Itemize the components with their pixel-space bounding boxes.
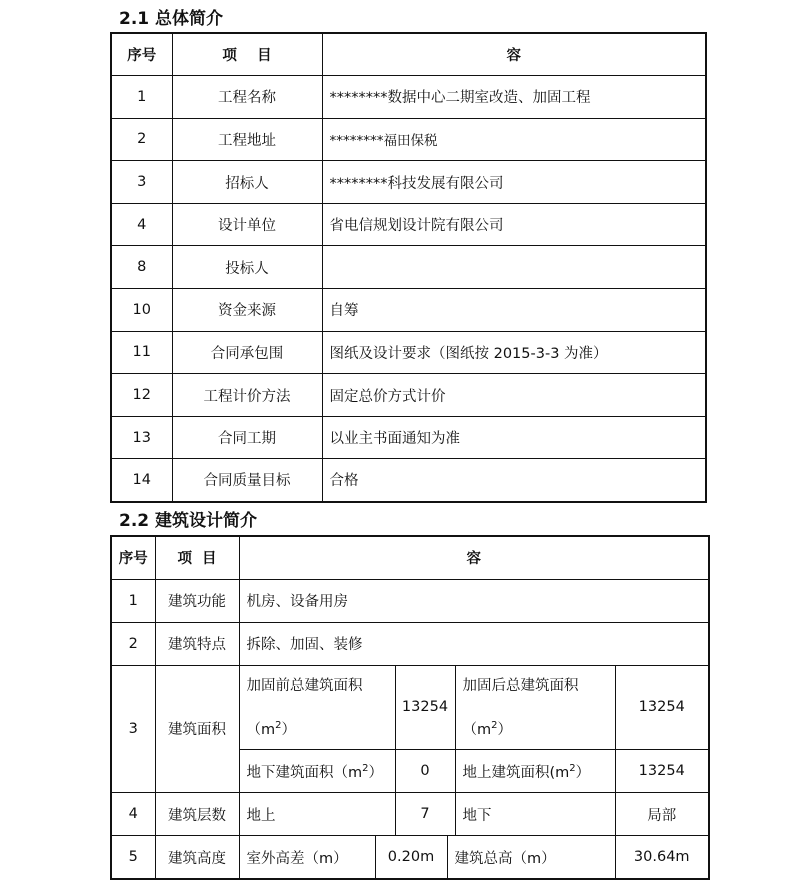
unit-close: ） xyxy=(575,764,591,781)
table-row xyxy=(111,793,709,836)
table-row xyxy=(111,459,706,502)
total-height-label: 建筑总高（m） xyxy=(447,836,615,879)
row-item: 招标人 xyxy=(172,161,322,204)
height-diff-value: 0.20m xyxy=(375,836,447,879)
row-no: 13 xyxy=(111,416,172,459)
unit-text: （m xyxy=(246,721,276,738)
row-no: 10 xyxy=(111,289,172,332)
row-no: 4 xyxy=(111,793,155,836)
floors-above-value: 7 xyxy=(395,793,455,836)
table-row xyxy=(111,76,706,119)
unit-sup: 2 xyxy=(491,719,498,731)
row-content: 固定总价方式计价 xyxy=(322,374,706,417)
row-no: 1 xyxy=(111,76,172,119)
before-area-label xyxy=(239,665,395,750)
row-content: 省电信规划设计院有限公司 xyxy=(322,203,706,246)
before-area-label-text: 加固前总建筑面积 xyxy=(246,677,363,694)
row-item: 建筑层数 xyxy=(155,793,239,836)
row-item: 工程名称 xyxy=(172,76,322,119)
row-no: 14 xyxy=(111,459,172,502)
after-area-value: 13254 xyxy=(615,665,709,750)
row-no: 3 xyxy=(111,665,155,793)
table-row xyxy=(111,416,706,459)
header-content: 容 xyxy=(239,536,709,579)
row-content: ********数据中心二期室改造、加固工程 xyxy=(322,76,706,119)
after-area-unit xyxy=(463,706,615,750)
building-design-table xyxy=(110,535,710,880)
before-area-value: 13254 xyxy=(395,665,455,750)
general-info-table xyxy=(110,32,707,503)
row-item: 工程地址 xyxy=(172,118,322,161)
unit-sup: 2 xyxy=(569,763,576,774)
table-row xyxy=(111,374,706,417)
table-row xyxy=(111,118,706,161)
row-item: 建筑高度 xyxy=(155,836,239,879)
row-item: 合同质量目标 xyxy=(172,459,322,502)
before-area-unit xyxy=(247,706,395,750)
row-item: 合同工期 xyxy=(172,416,322,459)
header-content: 容 xyxy=(322,33,706,76)
row-no: 11 xyxy=(111,331,172,374)
row-no: 2 xyxy=(111,622,155,665)
unit-sup: 2 xyxy=(362,763,369,774)
row-item: 建筑面积 xyxy=(155,665,239,793)
header-no: 序号 xyxy=(111,33,172,76)
table-row xyxy=(111,331,706,374)
row-item: 资金来源 xyxy=(172,289,322,332)
table-row xyxy=(111,289,706,332)
row-content: 合格 xyxy=(322,459,706,502)
section-2-title: 2.2 建筑设计简介 xyxy=(119,511,258,531)
total-height-value: 30.64m xyxy=(615,836,709,879)
row-item: 设计单位 xyxy=(172,203,322,246)
row-no: 3 xyxy=(111,161,172,204)
underground-area-label-text: 地下建筑面积（m xyxy=(246,764,363,781)
above-area-value: 13254 xyxy=(615,750,709,793)
row-content xyxy=(322,246,706,289)
header-item: 项 目 xyxy=(155,536,239,579)
table-row xyxy=(111,246,706,289)
row-content: ********福田保税 xyxy=(322,118,706,161)
after-area-label xyxy=(455,665,615,750)
row-no: 5 xyxy=(111,836,155,879)
header-no: 序号 xyxy=(111,536,155,579)
underground-area-label xyxy=(239,750,395,793)
floors-under-value: 局部 xyxy=(615,793,709,836)
row-content: 自筹 xyxy=(322,289,706,332)
row-no: 8 xyxy=(111,246,172,289)
unit-close: ） xyxy=(281,721,296,738)
row-no: 1 xyxy=(111,579,155,622)
floors-under-label: 地下 xyxy=(455,793,615,836)
above-area-label-text: 地上建筑面积(m xyxy=(462,764,570,781)
table-row xyxy=(111,161,706,204)
table-header-row xyxy=(111,536,709,579)
row-no: 12 xyxy=(111,374,172,417)
table-row xyxy=(111,579,709,622)
row-content: 拆除、加固、装修 xyxy=(239,622,709,665)
unit-close: ） xyxy=(497,721,512,738)
underground-area-value: 0 xyxy=(395,750,455,793)
row-item: 工程计价方法 xyxy=(172,374,322,417)
row-item: 建筑功能 xyxy=(155,579,239,622)
row-item: 建筑特点 xyxy=(155,622,239,665)
row-content: 图纸及设计要求（图纸按 2015-3-3 为准） xyxy=(322,331,706,374)
row-content: 以业主书面通知为准 xyxy=(322,416,706,459)
table-row xyxy=(111,836,709,879)
row-no: 4 xyxy=(111,203,172,246)
unit-text: （m xyxy=(462,721,492,738)
row-no: 2 xyxy=(111,118,172,161)
after-area-label-text: 加固后总建筑面积 xyxy=(462,677,579,694)
table-header-row xyxy=(111,33,706,76)
section-1-title: 2.1 总体简介 xyxy=(119,9,224,29)
row-content: 机房、设备用房 xyxy=(239,579,709,622)
table-row xyxy=(111,665,709,750)
table-row xyxy=(111,622,709,665)
row-content: ********科技发展有限公司 xyxy=(322,161,706,204)
table-row xyxy=(111,203,706,246)
row-item: 合同承包围 xyxy=(172,331,322,374)
header-item: 项 目 xyxy=(172,33,322,76)
floors-above-label: 地上 xyxy=(239,793,395,836)
unit-close: ） xyxy=(368,764,383,781)
unit-sup: 2 xyxy=(275,719,282,731)
row-item: 投标人 xyxy=(172,246,322,289)
above-area-label xyxy=(455,750,615,793)
height-diff-label: 室外高差（m） xyxy=(239,836,375,879)
